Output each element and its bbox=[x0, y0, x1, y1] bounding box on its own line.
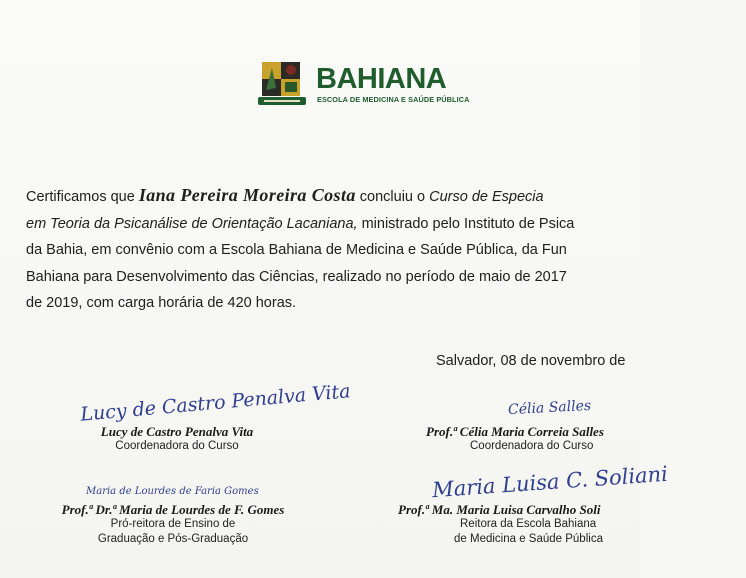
signatory-role-line: Graduação e Pós-Graduação bbox=[97, 533, 249, 545]
intro-text: Certificamos que bbox=[26, 189, 135, 205]
signatory-role: Coordenadora do Curso bbox=[470, 440, 594, 452]
signatory-role: Coordenadora do Curso bbox=[115, 440, 239, 452]
concluded-text: concluiu o bbox=[359, 189, 426, 205]
recipient-name: Iana Pereira Moreira Costa bbox=[138, 185, 356, 205]
brand-subtitle: ESCOLA DE MEDICINA E SAÚDE PÚBLICA bbox=[317, 95, 470, 104]
signatory-block bbox=[398, 502, 642, 547]
handwritten-signature: Célia Salles bbox=[507, 397, 592, 419]
school-crest-icon bbox=[256, 62, 308, 108]
brand-name: BAHIANA bbox=[316, 63, 447, 95]
signatory-block bbox=[426, 424, 642, 454]
signatory-block bbox=[38, 502, 308, 547]
signatory-name: Prof.ª Célia Maria Correia Salles bbox=[426, 424, 604, 439]
body-line-2-rest: ministrado pelo Instituto de Psica bbox=[361, 215, 575, 232]
course-name-part2: em Teoria da Psicanálise de Orientação Lacaniana, bbox=[26, 215, 358, 232]
body-line-2 bbox=[26, 211, 746, 238]
handwritten-signature: Maria Luisa C. Soliani bbox=[431, 461, 669, 503]
signatory-name: Prof.ª Dr.ª Maria de Lourdes de F. Gomes bbox=[61, 502, 285, 517]
place-and-date: Salvador, 08 de novembro de bbox=[436, 353, 626, 369]
certificate-body bbox=[26, 182, 746, 317]
course-name-part1: Curso de Especia bbox=[429, 189, 544, 205]
body-line-1 bbox=[26, 182, 746, 211]
handwritten-signature: Maria de Lourdes de Faria Gomes bbox=[86, 486, 259, 497]
signatory-role-line: Reitora da Escola Bahiana bbox=[460, 518, 597, 530]
signatory-name: Lucy de Castro Penalva Vita bbox=[100, 424, 254, 439]
body-line-5: de 2019, com carga horária de 420 horas. bbox=[26, 295, 297, 311]
signatory-name: Prof.ª Ma. Maria Luisa Carvalho Soli bbox=[398, 502, 601, 517]
handwritten-signature: Lucy de Castro Penalva Vita bbox=[79, 380, 352, 426]
body-line-4: Bahiana para Desenvolvimento das Ciências, realizado no período de maio de 2017 bbox=[26, 268, 567, 285]
institution-logo bbox=[256, 62, 470, 112]
signatory-role-line: Pró-reitora de Ensino de bbox=[110, 518, 236, 530]
body-line-3: da Bahia, em convênio com a Escola Bahiana de Medicina e Saúde Pública, da Fun bbox=[26, 242, 567, 258]
signatory-role-line: de Medicina e Saúde Pública bbox=[454, 533, 603, 545]
signatory-block bbox=[72, 424, 282, 454]
